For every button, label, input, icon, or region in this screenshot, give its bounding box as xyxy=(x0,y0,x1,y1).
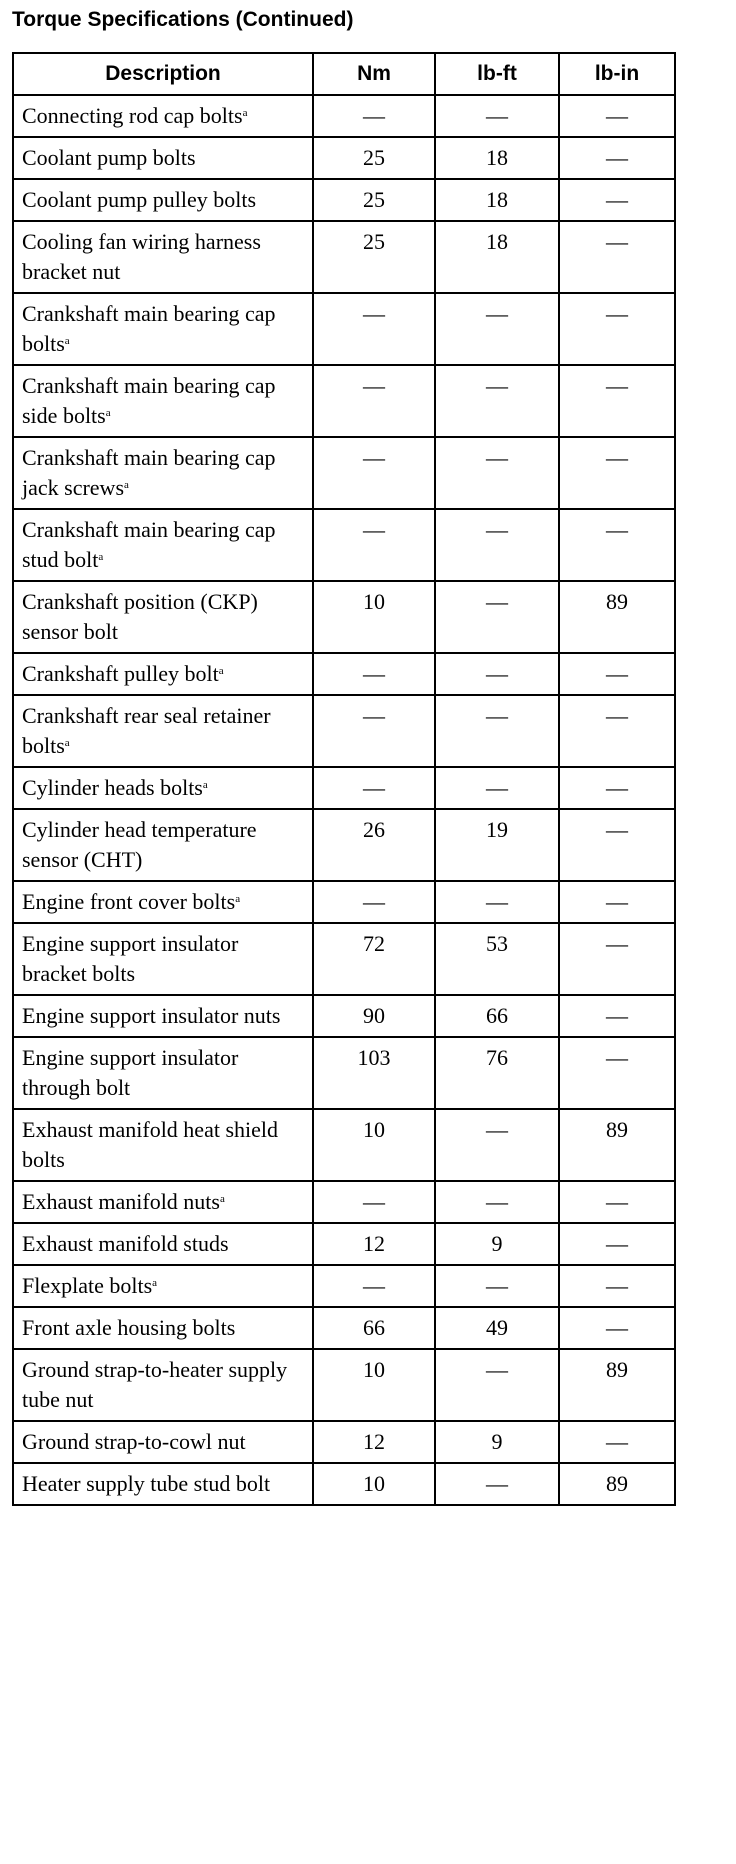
lb-in-cell: — xyxy=(559,179,675,221)
nm-cell: — xyxy=(313,767,435,809)
nm-cell: 25 xyxy=(313,221,435,293)
nm-cell: 66 xyxy=(313,1307,435,1349)
table-row xyxy=(13,509,675,581)
description-cell xyxy=(13,365,313,437)
lb-ft-cell: — xyxy=(435,1181,559,1223)
description-text: Crankshaft position (CKP) sensor bolt xyxy=(22,589,258,644)
lb-in-cell: — xyxy=(559,137,675,179)
column-header-lb-ft: lb-ft xyxy=(435,53,559,95)
description-cell xyxy=(13,1265,313,1307)
nm-cell: 10 xyxy=(313,581,435,653)
table-row xyxy=(13,1463,675,1505)
table-header xyxy=(13,53,675,95)
description-text: Crankshaft main bearing cap bolts xyxy=(22,301,276,356)
nm-cell: 12 xyxy=(313,1421,435,1463)
footnote-marker: a xyxy=(219,1193,225,1205)
page-title: Torque Specifications (Continued) xyxy=(12,8,354,31)
lb-in-cell: — xyxy=(559,365,675,437)
nm-cell: — xyxy=(313,293,435,365)
description-text: Heater supply tube stud bolt xyxy=(22,1471,271,1496)
description-cell xyxy=(13,1463,313,1505)
description-cell xyxy=(13,695,313,767)
nm-cell: 25 xyxy=(313,179,435,221)
description-cell xyxy=(13,581,313,653)
description-text: Ground strap-to-heater supply tube nut xyxy=(22,1357,288,1412)
lb-ft-cell: 53 xyxy=(435,923,559,995)
table-row xyxy=(13,95,675,137)
table-row xyxy=(13,1223,675,1265)
lb-in-cell: — xyxy=(559,1421,675,1463)
table-row xyxy=(13,179,675,221)
description-cell xyxy=(13,653,313,695)
lb-in-cell: — xyxy=(559,1037,675,1109)
footnote-marker: a xyxy=(105,407,111,419)
lb-ft-cell: 18 xyxy=(435,221,559,293)
lb-in-cell: — xyxy=(559,695,675,767)
description-cell xyxy=(13,1421,313,1463)
lb-in-cell: — xyxy=(559,1307,675,1349)
lb-in-cell: 89 xyxy=(559,1349,675,1421)
nm-cell: 10 xyxy=(313,1109,435,1181)
table-row xyxy=(13,695,675,767)
table-row xyxy=(13,881,675,923)
lb-in-cell: — xyxy=(559,881,675,923)
table-row xyxy=(13,995,675,1037)
description-cell xyxy=(13,137,313,179)
description-text: Exhaust manifold heat shield bolts xyxy=(22,1117,278,1172)
description-cell xyxy=(13,179,313,221)
lb-in-cell: — xyxy=(559,1223,675,1265)
lb-in-cell: — xyxy=(559,1265,675,1307)
table-row xyxy=(13,1349,675,1421)
nm-cell: — xyxy=(313,881,435,923)
description-text: Cylinder heads bolts xyxy=(22,775,203,800)
description-cell xyxy=(13,437,313,509)
description-text: Ground strap-to-cowl nut xyxy=(22,1429,246,1454)
footnote-marker: a xyxy=(235,893,241,905)
nm-cell: — xyxy=(313,1265,435,1307)
nm-cell: 10 xyxy=(313,1463,435,1505)
description-text: Connecting rod cap bolts xyxy=(22,103,243,128)
description-cell xyxy=(13,923,313,995)
description-text: Exhaust manifold nuts xyxy=(22,1189,220,1214)
lb-ft-cell: 9 xyxy=(435,1421,559,1463)
lb-ft-cell: — xyxy=(435,581,559,653)
lb-ft-cell: — xyxy=(435,293,559,365)
lb-ft-cell: — xyxy=(435,695,559,767)
description-text: Crankshaft main bearing cap jack screws xyxy=(22,445,276,500)
description-cell xyxy=(13,1181,313,1223)
lb-in-cell: — xyxy=(559,995,675,1037)
description-cell xyxy=(13,1037,313,1109)
lb-ft-cell: — xyxy=(435,653,559,695)
table-row xyxy=(13,293,675,365)
footnote-marker: a xyxy=(64,335,70,347)
table-row xyxy=(13,767,675,809)
lb-in-cell: — xyxy=(559,293,675,365)
description-text: Engine support insulator nuts xyxy=(22,1003,281,1028)
lb-ft-cell: — xyxy=(435,767,559,809)
table-row xyxy=(13,437,675,509)
lb-ft-cell: — xyxy=(435,365,559,437)
description-cell xyxy=(13,995,313,1037)
description-cell xyxy=(13,881,313,923)
table-row xyxy=(13,653,675,695)
footnote-marker: a xyxy=(152,1277,158,1289)
table-row xyxy=(13,137,675,179)
description-text: Exhaust manifold studs xyxy=(22,1231,229,1256)
lb-ft-cell: — xyxy=(435,437,559,509)
lb-ft-cell: — xyxy=(435,881,559,923)
description-text: Cooling fan wiring harness bracket nut xyxy=(22,229,261,284)
description-text: Engine support insulator through bolt xyxy=(22,1045,239,1100)
description-text: Coolant pump bolts xyxy=(22,145,196,170)
lb-in-cell: 89 xyxy=(559,581,675,653)
footnote-marker: a xyxy=(242,107,248,119)
nm-cell: — xyxy=(313,509,435,581)
table-row xyxy=(13,809,675,881)
table-row xyxy=(13,1265,675,1307)
nm-cell: 10 xyxy=(313,1349,435,1421)
lb-ft-cell: 76 xyxy=(435,1037,559,1109)
nm-cell: — xyxy=(313,653,435,695)
table-row xyxy=(13,923,675,995)
footnote-marker: a xyxy=(64,737,70,749)
lb-in-cell: — xyxy=(559,221,675,293)
lb-in-cell: — xyxy=(559,437,675,509)
lb-ft-cell: 9 xyxy=(435,1223,559,1265)
lb-ft-cell: — xyxy=(435,1265,559,1307)
description-text: Coolant pump pulley bolts xyxy=(22,187,257,212)
nm-cell: 72 xyxy=(313,923,435,995)
nm-cell: 90 xyxy=(313,995,435,1037)
lb-in-cell: — xyxy=(559,809,675,881)
column-header-nm: Nm xyxy=(313,53,435,95)
column-header-description: Description xyxy=(13,53,313,95)
table-row xyxy=(13,221,675,293)
nm-cell: — xyxy=(313,437,435,509)
torque-spec-table xyxy=(12,52,676,1506)
lb-ft-cell: — xyxy=(435,509,559,581)
table-row xyxy=(13,1109,675,1181)
table-row xyxy=(13,1421,675,1463)
nm-cell: 25 xyxy=(313,137,435,179)
description-cell xyxy=(13,509,313,581)
nm-cell: 26 xyxy=(313,809,435,881)
lb-ft-cell: 18 xyxy=(435,137,559,179)
description-cell xyxy=(13,293,313,365)
nm-cell: — xyxy=(313,695,435,767)
lb-ft-cell: 19 xyxy=(435,809,559,881)
lb-ft-cell: 66 xyxy=(435,995,559,1037)
table-row xyxy=(13,365,675,437)
nm-cell: 103 xyxy=(313,1037,435,1109)
table-row xyxy=(13,1181,675,1223)
lb-in-cell: — xyxy=(559,653,675,695)
footnote-marker: a xyxy=(98,551,104,563)
nm-cell: — xyxy=(313,1181,435,1223)
nm-cell: — xyxy=(313,365,435,437)
description-cell xyxy=(13,767,313,809)
table-body xyxy=(13,95,675,1505)
description-text: Cylinder head temperature sensor (CHT) xyxy=(22,817,257,872)
table-row xyxy=(13,1307,675,1349)
description-cell xyxy=(13,1307,313,1349)
lb-in-cell: 89 xyxy=(559,1109,675,1181)
lb-in-cell: — xyxy=(559,767,675,809)
description-text: Front axle housing bolts xyxy=(22,1315,236,1340)
table-row xyxy=(13,581,675,653)
lb-in-cell: — xyxy=(559,509,675,581)
nm-cell: — xyxy=(313,95,435,137)
description-text: Flexplate bolts xyxy=(22,1273,153,1298)
description-cell xyxy=(13,1349,313,1421)
description-cell xyxy=(13,1109,313,1181)
column-header-lb-in: lb-in xyxy=(559,53,675,95)
lb-in-cell: — xyxy=(559,1181,675,1223)
lb-ft-cell: — xyxy=(435,1463,559,1505)
description-text: Engine front cover bolts xyxy=(22,889,236,914)
description-text: Crankshaft pulley bolt xyxy=(22,661,219,686)
lb-in-cell: — xyxy=(559,923,675,995)
lb-ft-cell: — xyxy=(435,1109,559,1181)
lb-in-cell: — xyxy=(559,95,675,137)
description-cell xyxy=(13,809,313,881)
description-text: Crankshaft rear seal retainer bolts xyxy=(22,703,271,758)
footnote-marker: a xyxy=(202,779,208,791)
lb-ft-cell: — xyxy=(435,1349,559,1421)
lb-in-cell: 89 xyxy=(559,1463,675,1505)
footnote-marker: a xyxy=(124,479,129,491)
table-row xyxy=(13,1037,675,1109)
description-cell xyxy=(13,1223,313,1265)
footnote-marker: a xyxy=(218,665,224,677)
description-text: Engine support insulator bracket bolts xyxy=(22,931,239,986)
lb-ft-cell: 18 xyxy=(435,179,559,221)
header-row xyxy=(13,53,675,95)
nm-cell: 12 xyxy=(313,1223,435,1265)
description-cell xyxy=(13,221,313,293)
lb-ft-cell: 49 xyxy=(435,1307,559,1349)
description-cell xyxy=(13,95,313,137)
description-text: Crankshaft main bearing cap side bolts xyxy=(22,373,276,428)
description-text: Crankshaft main bearing cap stud bolt xyxy=(22,517,276,572)
lb-ft-cell: — xyxy=(435,95,559,137)
